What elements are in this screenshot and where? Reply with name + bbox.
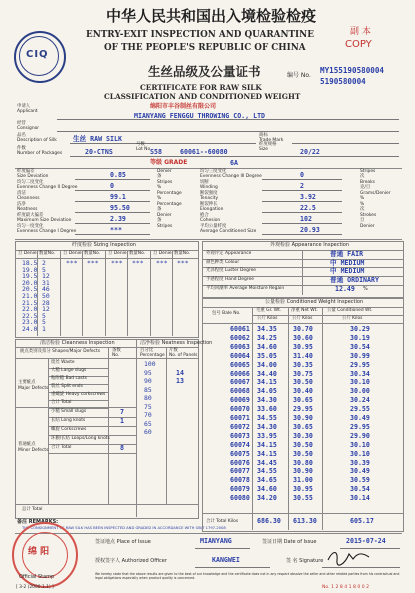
weight-conditioned: 30.10	[350, 440, 370, 449]
weight-gross: 34.00	[257, 360, 277, 369]
weight-conditioned: 29.95	[350, 360, 370, 369]
weight-bale-no: 60068	[230, 387, 250, 396]
weight-bale-no: 60072	[230, 422, 250, 431]
size-denier-empty: ***	[66, 259, 78, 267]
size-denier: 21.5	[22, 298, 38, 307]
weight-gross: 34.20	[257, 494, 277, 503]
stat-value: 95.50	[110, 204, 130, 212]
size-count: 50	[42, 292, 50, 300]
weight-gross: 34.55	[257, 414, 277, 422]
weight-bale-no: 60065	[230, 360, 250, 369]
size-count: 1	[42, 325, 46, 333]
appearance-value: 中 MEDIUM	[330, 267, 365, 275]
weight-conditioned: 29.95	[350, 422, 370, 431]
neat-pct: 95	[144, 368, 152, 377]
size-count: 12	[42, 305, 50, 314]
applicant-en: MIANYANG FENGGU THROWING CO., LTD	[134, 112, 266, 120]
weight-bale-no: 60062	[230, 333, 250, 342]
weight-gross: 34.30	[257, 396, 277, 405]
weight-net: 30.35	[293, 360, 313, 369]
stat-label: 均匀三度变化 Evenness Change III Degree	[200, 169, 262, 179]
officer-label: 授权签字人 Authorized Officer	[95, 558, 167, 564]
weight-net: 30.50	[293, 440, 313, 449]
cert-no-1: MY155190580004	[320, 66, 385, 75]
stat-value: ***	[110, 226, 122, 234]
appearance-label: 光泽程度 Luster Degree	[206, 268, 257, 273]
weight-bale-no: 60075	[230, 449, 250, 458]
minor-defect-item: 长结 Long knots	[51, 418, 86, 423]
minor-defect-item: 小糙 Small slugs	[51, 409, 87, 414]
description-label: 品名 Description of Silk	[17, 133, 57, 144]
date-label: 签证日期 Date of Issue	[262, 539, 317, 545]
copy-en: COPY	[345, 39, 372, 50]
stat-unit: Percentage 条	[157, 202, 182, 212]
size-count: 12	[42, 272, 50, 281]
grade-value: 6A	[230, 159, 238, 167]
copy-cn: 副 本	[350, 27, 371, 37]
stat-value: 20.93	[300, 226, 320, 234]
handwritten-signature	[325, 546, 375, 566]
weight-net: 30.75	[293, 369, 313, 378]
minor-defects-label: 普通疵点 Minor Defects	[18, 442, 49, 453]
weight-gross: 34.60	[257, 342, 277, 351]
weight-net: 30.50	[293, 378, 313, 387]
official-stamp-label: Official Stamp	[19, 574, 55, 580]
weight-gross: 33.60	[257, 405, 277, 414]
size-denier: 19.0	[22, 265, 38, 274]
clean-grand-total-label: 总计 Total	[22, 507, 43, 512]
weight-conditioned: 30.24	[350, 396, 370, 405]
stat-value: 99.1	[110, 193, 126, 201]
title-en-line1: ENTRY-EXIT INSPECTION AND QUARANTINE	[86, 30, 314, 40]
stat-value: 0	[110, 182, 114, 190]
weight-bale-no: 60073	[230, 431, 250, 440]
stat-label: 抱合 Cohesion	[200, 213, 221, 223]
size-count: 31	[42, 278, 50, 287]
major-defect-item: 粘附糙 Bad casts	[51, 376, 87, 381]
stat-unit: Denier	[360, 224, 375, 229]
neat-pct: 85	[144, 385, 152, 394]
appearance-label: 手感程度 Hand Degree	[206, 276, 254, 282]
stat-unit: Stripes %	[157, 180, 173, 190]
applicant-label: 申请人 Applicant	[17, 104, 38, 115]
weight-total-gross: 686.30	[257, 517, 281, 525]
minor-defect-count: 8	[120, 444, 124, 452]
size-denier: 20.0	[22, 278, 38, 287]
stat-unit: Denier 条	[157, 169, 172, 179]
stat-value: 22.5	[300, 204, 316, 212]
stat-value: 2	[300, 182, 304, 190]
weight-net: 30.50	[293, 449, 313, 458]
neat-panels: 13	[176, 377, 184, 385]
stat-unit: Strokes 旦	[360, 213, 377, 223]
weight-gross: 34.60	[257, 485, 277, 494]
weight-net: 31.00	[293, 476, 313, 485]
remarks-label: 备注 REMARKS:	[17, 519, 59, 525]
grade-label: 等级 GRADE	[150, 159, 188, 166]
size-header-count: 数量No.	[129, 251, 146, 256]
weight-bale-no: 60069	[230, 396, 250, 405]
weight-net: 30.90	[293, 414, 313, 422]
clean-header-shape: 疵点类别及扣分 Shapes/Major Defects	[20, 349, 100, 354]
title-cn: 中华人民共和国出入境检验检疫	[106, 7, 317, 25]
weight-conditioned: 30.10	[350, 449, 370, 458]
minor-defect-count: 1	[120, 417, 124, 425]
stat-unit: Stripes	[157, 224, 173, 229]
weight-total-net: 613.30	[293, 517, 317, 525]
weight-net: 30.40	[293, 387, 313, 396]
serial-number: No. 1 2 8 4 1 8 0 0 2	[322, 585, 370, 590]
fine-print: We hereby state that the above results are given to the best of our knowledge and the certificate does not in any respect absolve the seller and other related parties from his contractual and legal obligations especially when product quality is concerned.	[95, 572, 400, 580]
size-denier: 18.5	[22, 259, 38, 267]
place-label: 签证地点 Place of Issue	[95, 539, 151, 545]
stat-unit: Grams/Denier %	[360, 191, 391, 201]
stat-value: 102	[300, 215, 312, 223]
weight-net: 30.80	[293, 458, 313, 467]
stat-label: 均匀一度变化 Evenness Change I Degree	[17, 224, 77, 234]
signature-label: 签 名 Signature	[286, 558, 324, 564]
weight-bale-no: 60066	[230, 369, 250, 378]
weight-unit-gross: 公斤 Kilos	[257, 316, 278, 321]
size-header-count: 数量No.	[174, 251, 191, 256]
size-denier: 24.0	[22, 325, 38, 333]
size-count-empty: ***	[132, 259, 144, 267]
cert-no-label: 编号 No.	[287, 72, 311, 79]
moisture-value: 12.49	[335, 285, 355, 293]
size-count: 46	[42, 285, 50, 294]
weight-gross: 34.15	[257, 378, 277, 387]
size-header-count: 数量No.	[84, 251, 101, 256]
weight-gross: 34.05	[257, 387, 277, 396]
stat-label: 纤度最大偏差 Maximum Size Deviation	[17, 213, 72, 223]
stat-unit: Percentage %	[157, 191, 182, 201]
weight-conditioned: 30.49	[350, 467, 370, 476]
size-denier: 19.5	[22, 272, 38, 281]
weight-gross: 34.45	[257, 458, 277, 467]
major-defect-item: 大糙 Large slugs	[51, 368, 87, 373]
weight-net: 30.90	[293, 467, 313, 476]
size-denier: 23.0	[22, 318, 38, 327]
weight-conditioned: 30.99	[350, 351, 370, 360]
stat-label: 断裂伸长 Elongation	[200, 202, 224, 212]
neat-pct: 100	[144, 360, 156, 368]
weight-gross: 34.55	[257, 467, 277, 476]
cert-title-cn: 生丝品级及公量证书	[148, 64, 261, 79]
weight-unit-net: 公斤 Kilos	[292, 316, 313, 321]
weight-net: 30.30	[293, 431, 313, 440]
minor-defect-item: 合计 Total	[51, 445, 72, 450]
description-value: 生丝 RAW SILK	[73, 135, 122, 143]
neat-header-pct: 百分比 Percentage	[140, 348, 165, 358]
weight-conditioned: 30.14	[350, 494, 370, 503]
weight-gross: 34.25	[257, 333, 277, 342]
major-defect-item: 重螺旋 Heavy corkscrews	[51, 392, 106, 397]
cert-title-en1: CERTIFICATE FOR RAW SILK	[140, 83, 262, 92]
neat-pct: 80	[144, 394, 152, 402]
form-code: [ 3-2 (2000.1.1) ]	[16, 585, 54, 590]
weight-conditioned: 30.34	[350, 369, 370, 378]
size-header-count: 数量No.	[39, 251, 56, 256]
major-defects-label: 主要疵点 Major Defects	[18, 380, 49, 391]
stat-label: 断裂强度 Tenacity	[200, 191, 219, 201]
weight-net: 30.65	[293, 422, 313, 431]
packages-label: 件数 Number of Packages	[17, 146, 63, 157]
cleanness-table	[15, 339, 199, 519]
size-header-denier: 旦 Denier	[63, 251, 84, 256]
cert-no-2: 5190580004	[320, 77, 366, 86]
neat-panels: 14	[176, 368, 184, 377]
neat-header-panels: 片数 No. of Panels	[169, 348, 198, 358]
stat-unit: Denier 条	[157, 213, 172, 223]
weight-gross: 34.35	[257, 325, 277, 333]
weight-conditioned: 30.10	[350, 378, 370, 387]
weight-conditioned: 30.54	[350, 485, 370, 494]
ciq-logo-text: CIQ	[26, 49, 49, 60]
applicant-cn: 绵阳市丰谷制丝有限公司	[150, 103, 217, 110]
size-count: 28	[42, 298, 50, 307]
weight-header-conditioned: 公量 Conditioned Wt.	[327, 308, 373, 313]
stat-label: 洁净 Neatness	[17, 202, 38, 212]
stat-value: 3.92	[300, 193, 316, 201]
stat-unit: % 次	[360, 202, 365, 212]
ciq-logo	[14, 31, 66, 83]
neat-pct: 60	[144, 428, 152, 436]
size-count-empty: ***	[87, 259, 99, 267]
size-header-denier: 旦 Denier	[18, 251, 39, 256]
weight-header-net: 净重 Net Wt.	[291, 308, 318, 313]
weight-bale-no: 60077	[230, 467, 250, 476]
weight-unit-conditioned: 公斤 Kilos	[342, 316, 363, 321]
weight-net: 30.70	[293, 325, 313, 333]
officer-value: KANGWEI	[212, 556, 240, 564]
appearance-value: 中 MEDIUM	[330, 258, 365, 267]
weight-net: 30.65	[293, 396, 313, 405]
stat-label: 纤度偏差 Size Deviation	[17, 169, 49, 179]
weight-bale-no: 60076	[230, 458, 250, 467]
neat-pct: 70	[144, 411, 152, 419]
weight-gross: 34.15	[257, 449, 277, 458]
weight-conditioned: 30.54	[350, 342, 370, 351]
weight-total-label: 合计 Total Kilos	[206, 519, 239, 524]
weight-bale-no: 60079	[230, 485, 250, 494]
neatness-title: 洁净检验 Neatness Inspection	[140, 340, 213, 346]
stat-value: 0	[300, 171, 304, 179]
weight-bale-no: 60074	[230, 440, 250, 449]
neat-pct: 75	[144, 402, 152, 411]
size-denier: 22.0	[22, 305, 38, 314]
weight-conditioned: 30.19	[350, 333, 370, 342]
size-label: 纤度规格 Size	[259, 142, 277, 153]
size-denier: 21.0	[22, 292, 38, 300]
weight-conditioned: 30.49	[350, 414, 370, 422]
size-count: 5	[42, 318, 46, 327]
minor-defect-item: 环颣/长结 Loops/Long knots	[51, 436, 110, 441]
weight-conditioned: 29.90	[350, 431, 370, 440]
weight-net: 30.95	[293, 342, 313, 351]
appearance-label: 颜色种类 Colour	[206, 259, 240, 265]
stat-label: 平均公量纤度 Average Conditioned Size	[200, 224, 257, 234]
neat-pct: 65	[144, 419, 152, 428]
weight-gross: 34.15	[257, 440, 277, 449]
weight-net: 30.55	[293, 494, 313, 503]
weight-bale-no: 60078	[230, 476, 250, 485]
size-denier: 20.5	[22, 285, 38, 294]
minor-defect-count: 7	[120, 408, 124, 416]
appearance-label: 外观评定 Appearance	[206, 251, 252, 256]
size-denier: 22.5	[22, 311, 38, 320]
appearance-value: 普通 FAIR	[330, 250, 364, 258]
size-count-empty: ***	[177, 259, 189, 267]
weight-bale-no: 60070	[230, 405, 250, 414]
weight-conditioned: 30.39	[350, 458, 370, 467]
weight-bale-no: 60064	[230, 351, 250, 360]
lot-label: 号数 Lot No.	[136, 142, 152, 153]
major-defect-item: 合计 Total	[51, 400, 72, 405]
weight-conditioned: 30.29	[350, 325, 370, 333]
major-defect-item: 裂丝 Split ends	[51, 384, 83, 389]
sizing-title: 纤度检验 Sizing Inspection	[72, 242, 136, 248]
stat-value: 2.39	[110, 215, 126, 223]
appearance-title: 外观检验 Appearance Inspection	[270, 242, 350, 248]
cert-title-en2: CLASSIFICATION AND CONDITIONED WEIGHT	[104, 92, 301, 101]
weight-total-conditioned: 605.17	[350, 517, 374, 525]
weight-header-gross: 毛重 Gr. Wt.	[256, 308, 282, 313]
title-en-line2: OF THE PEOPLE'S REPUBLIC OF CHINA	[104, 43, 306, 53]
size-denier-empty: ***	[156, 259, 168, 267]
trademark-label: 商标 Trade Mark	[259, 133, 284, 144]
size-value: 20/22	[300, 148, 320, 156]
place-value: MIANYANG	[200, 537, 232, 545]
weight-net: 30.95	[293, 485, 313, 494]
weight-gross: 35.05	[257, 351, 277, 360]
stat-label: 切断 Winding	[200, 180, 218, 190]
lot-value: S58	[150, 148, 162, 156]
weight-bale-no: 60067	[230, 378, 250, 387]
appearance-value: 普通 ORDINARY	[330, 275, 379, 284]
size-count: 2	[42, 259, 46, 267]
seal-center-text: 绵 阳	[28, 547, 50, 557]
lot-range-value: 60061--60080	[180, 148, 228, 156]
stat-unit: Stripes 次	[360, 169, 376, 179]
weight-title: 公量检验 Conditioned Weight Inspection	[265, 299, 364, 305]
consignor-label: 经营 Consignor	[17, 121, 40, 132]
cleanness-title: 清洁检验 Cleanness Inspection	[40, 340, 115, 346]
weight-net: 30.60	[293, 333, 313, 342]
weight-gross: 33.95	[257, 431, 277, 440]
weight-bale-no: 60061	[230, 325, 250, 333]
minor-defect-item: 螺旋 Corkscrews	[51, 427, 87, 432]
weight-gross: 34.65	[257, 476, 277, 485]
weight-bale-no: 60080	[230, 494, 250, 503]
stat-label: 清洁 Cleanness	[17, 191, 40, 201]
size-count: 5	[42, 311, 46, 320]
remarks-text: THE CONSIGNMENT OF RAW SILK HAS BEEN INSPECTED AND GRADED IN ACCORDANCE WITH GB/T 1797-2008	[22, 526, 226, 530]
weight-header-bale: 包号 Bale No.	[212, 311, 241, 316]
weight-bale-no: 60063	[230, 342, 250, 351]
weight-conditioned: 29.55	[350, 405, 370, 414]
weight-gross: 34.30	[257, 422, 277, 431]
date-value: 2015-07-24	[346, 537, 386, 545]
stat-label: 均匀二度变化 Evenness Change II Degree	[17, 180, 78, 190]
size-header-denier: 旦 Denier	[153, 251, 174, 256]
weight-net: 29.95	[293, 405, 313, 414]
weight-bale-no: 60071	[230, 414, 250, 422]
moisture-label: 平均回潮率 Average Moisture Regain	[206, 286, 285, 291]
size-header-denier: 旦 Denier	[108, 251, 129, 256]
weight-conditioned: 30.59	[350, 476, 370, 485]
neat-pct: 90	[144, 377, 152, 385]
size-denier-empty: ***	[111, 259, 123, 267]
weight-conditioned: 30.00	[350, 387, 370, 396]
size-count: 5	[42, 265, 46, 274]
weight-gross: 34.40	[257, 369, 277, 378]
moisture-unit: %	[363, 286, 368, 292]
weight-net: 31.40	[293, 351, 313, 360]
clean-header-count: 条数 No.	[112, 348, 121, 358]
major-defect-item: 废丝 Waste	[51, 360, 75, 365]
stat-unit: Breaks 克/旦	[360, 180, 375, 190]
stat-value: 0.85	[110, 171, 126, 179]
packages-value: 20-CTNS	[85, 148, 113, 156]
